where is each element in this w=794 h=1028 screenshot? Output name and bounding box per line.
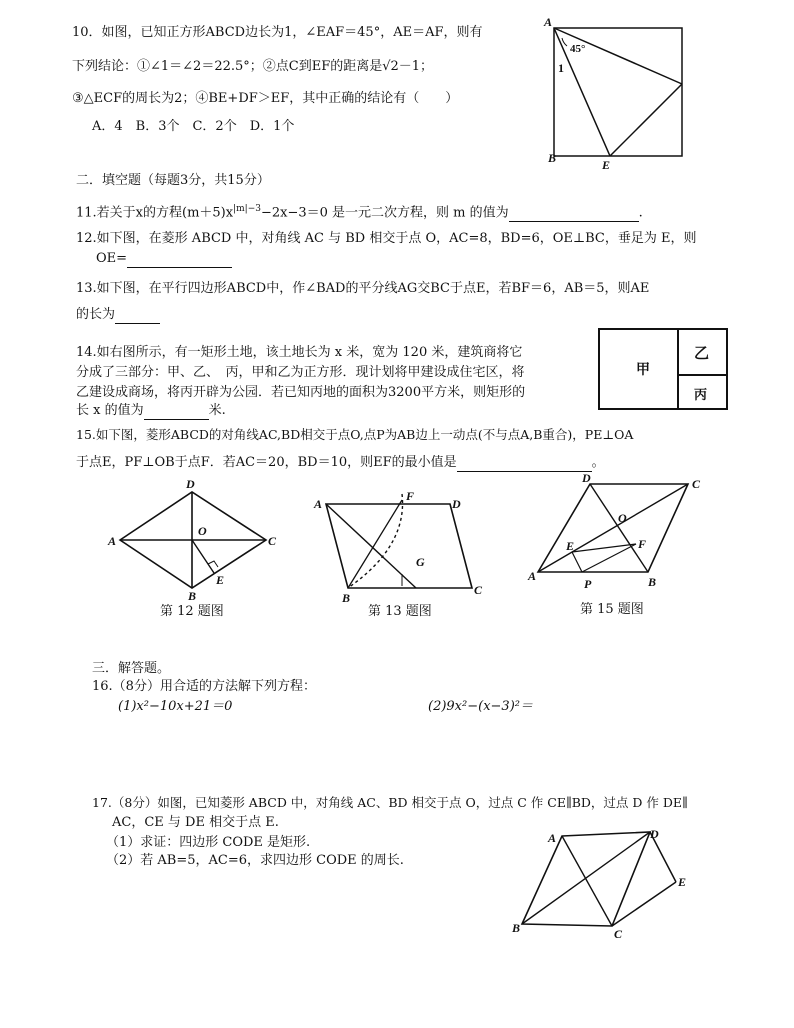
figure-12-caption: 第 12 题图 (160, 604, 224, 619)
fig15-label-c: C (692, 477, 701, 491)
q10-figure (540, 14, 700, 172)
q11-end: . (638, 205, 643, 221)
q12-line1: 12.如下图，在菱形 ABCD 中，对角线 AC 与 BD 相交于点 O，AC=8，BD=6，OE⊥BC，垂足为 E，则 (76, 231, 697, 246)
q15-line2 (76, 454, 605, 472)
q10-line2: 下列结论：①∠1＝∠2＝22.5°；②点C到EF的距离是√2－1； (72, 59, 434, 74)
fig15-label-e: E (566, 539, 575, 553)
q12-answer-blank[interactable] (127, 253, 232, 268)
figure-12 (108, 477, 283, 603)
q10-line1: 10．如图，已知正方形ABCD边长为1，∠EAF＝45°，AE＝AF，则有 (72, 25, 483, 40)
q11-after: −2x−3＝0 是一元二次方程，则 m 的值为 (260, 205, 509, 221)
q17-label-c: C (614, 927, 623, 941)
q11-answer-blank[interactable] (509, 207, 639, 222)
q14-line4 (76, 402, 226, 420)
q14-line1: 14.如右图所示，有一矩形土地，该土地长为 x 米，宽为 120 米，建筑商将它 (76, 345, 523, 360)
q14-label-yi: 乙 (694, 344, 710, 362)
q10-label-e: E (602, 158, 611, 172)
q17-line4: （2）若 AB=5，AC=6，求四边形 CODE 的周长. (106, 853, 404, 868)
q13-answer-label: 的长为 (76, 307, 116, 322)
q10-line3: ③△ECF的周长为2；④BE+DF＞EF，其中正确的结论有（ ） (72, 91, 459, 106)
q17-line3: （1）求证：四边形 CODE 是矩形. (106, 835, 311, 850)
q11-before: 11.若关于x的方程(m＋5)x (76, 205, 234, 221)
q10-label-a: A (544, 15, 553, 29)
q11-text (76, 200, 643, 222)
fig12-label-c: C (268, 534, 277, 548)
figure-13-caption: 第 13 题图 (368, 604, 432, 619)
fig13-label-g: G (416, 555, 425, 569)
q16-equation-2: (2)9x²−(x−3)²＝ (428, 699, 533, 714)
q15-end: 。 (591, 455, 605, 470)
q10-label-one: 1 (558, 61, 564, 75)
q17-figure (510, 824, 690, 939)
fig13-label-a: A (314, 497, 323, 511)
q14-label-jia: 甲 (636, 362, 650, 378)
figure-15 (524, 472, 719, 592)
fig12-label-e: E (216, 573, 225, 587)
section2-heading: 二．填空题（每题3分，共15分） (76, 173, 270, 188)
q11-exponent: |m|−3 (233, 204, 261, 214)
fig13-label-c: C (474, 583, 483, 597)
q14-line2: 分成了三部分：甲、乙、 丙，甲和乙为正方形．现计划将甲建设成住宅区，将 (76, 365, 525, 380)
fig15-label-d: D (582, 471, 591, 485)
q14-label-bing: 丙 (694, 388, 708, 403)
fig13-label-d: D (452, 497, 461, 511)
q17-label-b: B (512, 921, 521, 935)
q17-label-a: A (548, 831, 557, 845)
q17-label-e: E (678, 875, 687, 889)
q10-options: A．4 B．3个 C．2个 D．1个 (92, 119, 295, 134)
q15-question: 于点E，PF⊥OB于点F．若AC＝20，BD＝10，则EF的最小值是 (76, 455, 457, 470)
fig12-label-b: B (188, 589, 197, 603)
q13-line2 (76, 306, 160, 324)
fig13-label-f: F (406, 489, 415, 503)
q17-line2: AC，CE 与 DE 相交于点 E. (112, 815, 279, 830)
fig15-label-b: B (648, 575, 657, 589)
section3-heading: 三．解答题。 (92, 661, 171, 676)
q17-label-d: D (650, 827, 659, 841)
q14-answer-blank[interactable] (144, 405, 209, 420)
fig15-label-f: F (638, 537, 647, 551)
q15-line1: 15.如下图，菱形ABCD的对角线AC,BD相交于点O,点P为AB边上一动点(不与点A,B重合)，PE⊥OA (76, 427, 634, 442)
figure-15-caption: 第 15 题图 (580, 602, 644, 617)
q12-line2 (96, 250, 232, 268)
fig12-label-a: A (108, 534, 117, 548)
q13-line1: 13.如下图，在平行四边形ABCD中，作∠BAD的平分线AG交BC于点E，若BF＝6，AB＝5，则AE (76, 281, 650, 296)
q14-figure (598, 328, 728, 410)
q12-oe-label: OE= (96, 251, 128, 266)
q16-equation-1: (1)x²−10x+21＝0 (118, 699, 233, 714)
q15-answer-blank[interactable] (457, 457, 592, 472)
figure-13 (312, 486, 492, 604)
q17-line1: 17.（8分）如图，已知菱形 ABCD 中，对角线 AC、BD 相交于点 O，过点 C 作 CE∥BD，过点 D 作 DE∥ (92, 795, 688, 810)
q14-line3: 乙建设成商场，将丙开辟为公园．若已知丙地的面积为3200平方米，则矩形的 (76, 385, 526, 400)
q14-unit: 米. (208, 403, 226, 418)
q14-x-label: 长 x 的值为 (76, 403, 144, 418)
fig12-label-o: O (198, 524, 207, 538)
q13-answer-blank[interactable] (115, 309, 160, 324)
fig12-label-d: D (186, 477, 195, 491)
q10-label-angle: 45° (570, 43, 586, 55)
q10-label-b: B (548, 151, 557, 165)
fig15-label-p: P (584, 577, 592, 591)
fig15-label-o: O (618, 511, 627, 525)
q16-title: 16.（8分）用合适的方法解下列方程： (92, 679, 316, 694)
fig15-label-a: A (528, 569, 537, 583)
fig13-label-b: B (342, 591, 351, 605)
